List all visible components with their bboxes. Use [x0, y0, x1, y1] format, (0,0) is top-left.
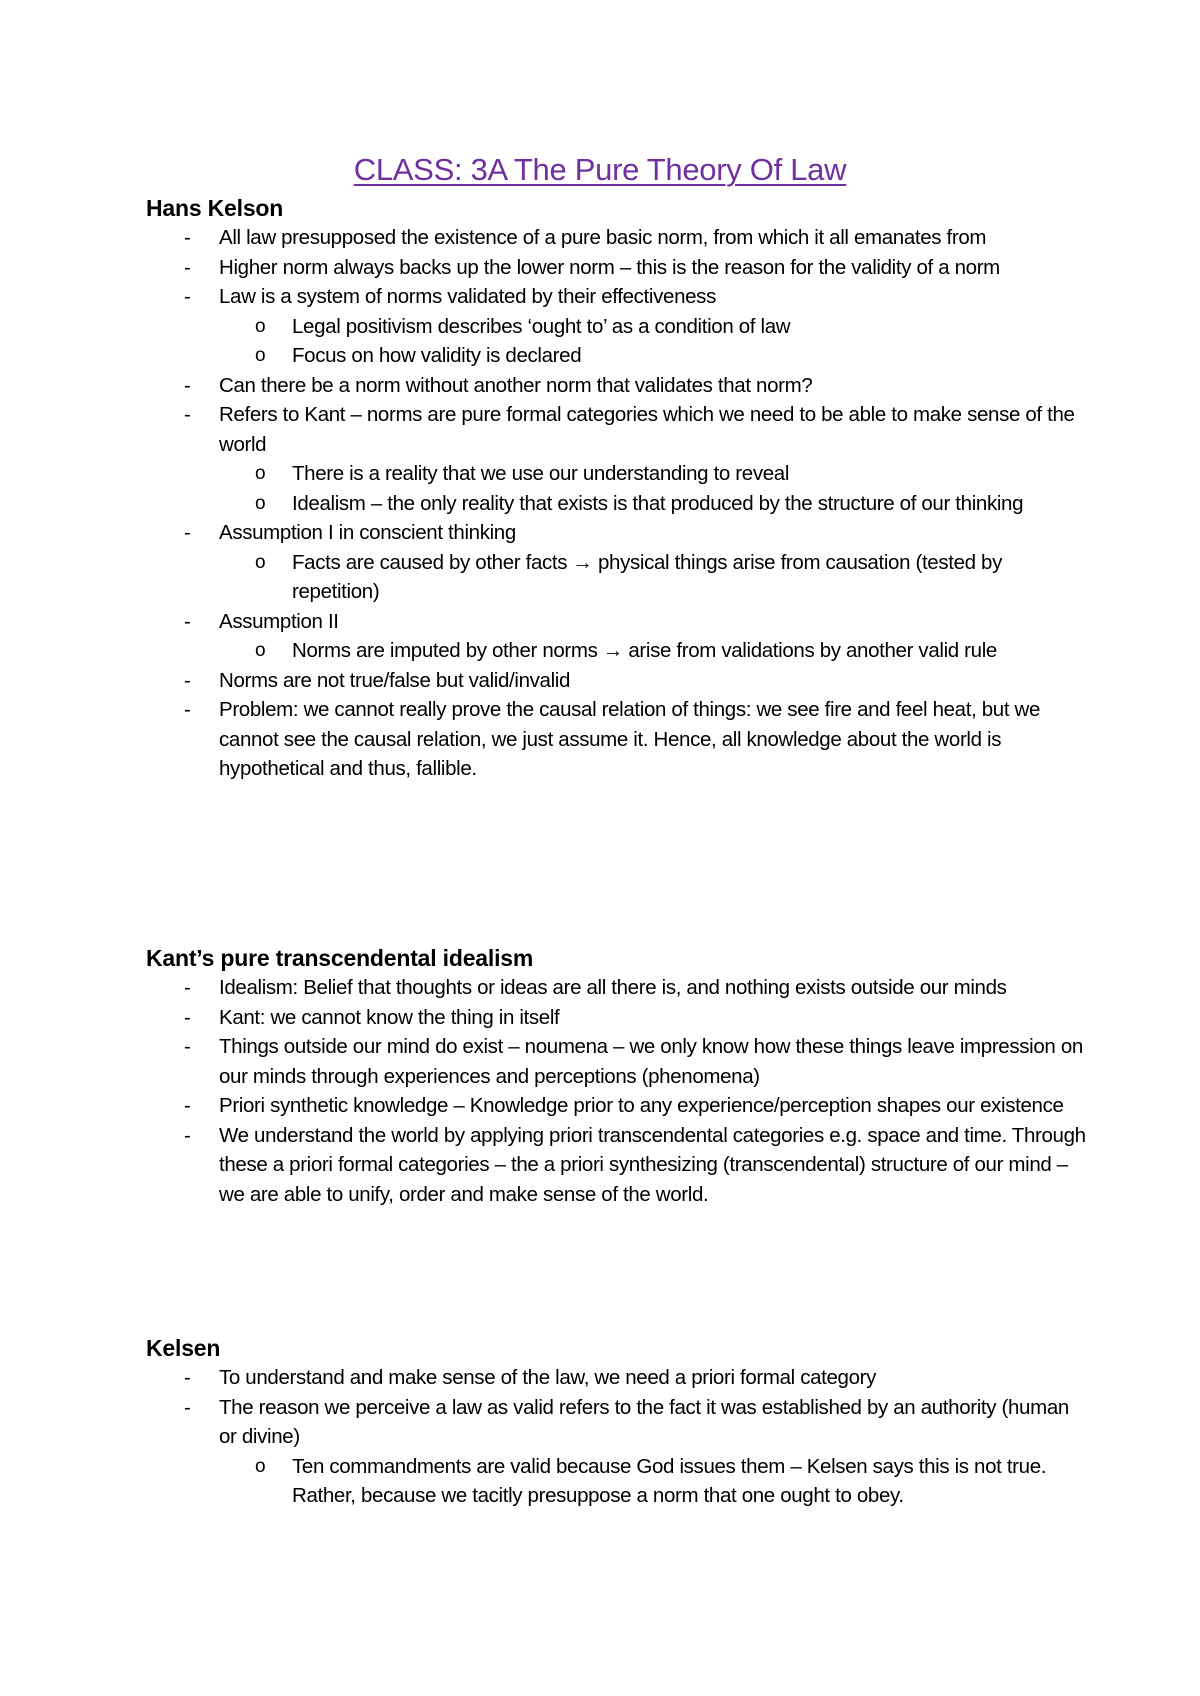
list-item — [146, 253, 1086, 283]
section-heading: Hans Kelson — [146, 195, 284, 221]
sub-list-item-text: Idealism – the only reality that exists is that produced by the structure of our thinking — [292, 491, 1024, 515]
list-item — [146, 400, 1086, 518]
list-item-text: Things outside our mind do exist – noumena – we only know how these things leave impression on our minds through experiences and perceptions (phenomena) — [219, 1035, 1083, 1088]
section-hans-kelson — [146, 193, 1086, 784]
circle-bullet: o — [255, 551, 266, 573]
list-item-text: To understand and make sense of the law, we need a priori formal category — [219, 1366, 877, 1389]
sub-list-item — [219, 312, 1086, 342]
circle-bullet: o — [255, 1455, 266, 1477]
dash-bullet: - — [184, 373, 191, 397]
dash-bullet: - — [184, 609, 191, 633]
circle-bullet: o — [255, 463, 266, 484]
dash-bullet: - — [184, 1366, 191, 1389]
section-heading: Kant’s pure transcendental idealism — [146, 945, 534, 971]
list-item-text: Assumption I in conscient thinking — [219, 521, 516, 544]
dash-bullet: - — [184, 403, 191, 426]
section-heading: Kelsen — [146, 1335, 221, 1361]
list-item — [146, 1121, 1086, 1210]
list-item-text: Priori synthetic knowledge – Knowledge prior to any experience/perception shapes our existence — [219, 1094, 1064, 1117]
list-item-text: Norms are not true/false but valid/invalid — [219, 668, 571, 692]
dash-bullet: - — [184, 1094, 191, 1117]
list-item — [146, 223, 1086, 253]
sub-bullet-list — [219, 312, 1086, 371]
list-item — [146, 1091, 1086, 1121]
sub-list-item — [219, 548, 1086, 607]
list-item — [146, 666, 1086, 696]
dash-bullet: - — [184, 698, 191, 721]
list-item — [146, 1363, 1086, 1393]
list-item — [146, 1393, 1086, 1511]
sub-bullet-list — [219, 636, 1086, 666]
sub-bullet-list — [219, 459, 1086, 518]
list-item-text: All law presupposed the existence of a pure basic norm, from which it all emanates from — [219, 226, 987, 249]
list-item-text: Refers to Kant – norms are pure formal categories which we need to be able to make sense of the world — [219, 403, 1075, 456]
sub-bullet-list — [219, 1452, 1086, 1511]
sub-list-item-text: Facts are caused by other facts → physical things arise from causation (tested by repetition) — [292, 550, 1002, 603]
page-title: CLASS: 3A The Pure Theory Of Law — [353, 152, 847, 187]
list-item-text: Problem: we cannot really prove the causal relation of things: we see fire and feel heat, but we cannot see the causal relation, we just assume it. Hence, all knowledge about the world is hypothetical and thus, fallible. — [219, 698, 1041, 780]
list-item — [146, 973, 1086, 1003]
circle-bullet: o — [255, 315, 266, 337]
sub-list-item — [219, 459, 1086, 489]
sub-list-item-text: There is a reality that we use our understanding to reveal — [292, 462, 790, 485]
list-item — [146, 1032, 1086, 1091]
sub-list-item-text: Legal positivism describes ‘ought to’ as a condition of law — [292, 314, 791, 338]
list-item — [146, 695, 1086, 784]
list-item — [146, 607, 1086, 666]
sub-list-item-text: Ten commandments are valid because God issues them – Kelsen says this is not true. Rather, because we tacitly presuppose a norm that one ought to obey. — [292, 1454, 1047, 1507]
dash-bullet: - — [184, 668, 191, 692]
list-item — [146, 371, 1086, 401]
list-item — [146, 1003, 1086, 1033]
list-item-text: The reason we perceive a law as valid refers to the fact it was established by an authority (human or divine) — [219, 1395, 1069, 1448]
list-item-text: Kant: we cannot know the thing in itself — [219, 1005, 560, 1029]
list-item-text: Law is a system of norms validated by their effectiveness — [219, 285, 716, 308]
bullet-list — [146, 973, 1086, 1209]
list-item-text: We understand the world by applying priori transcendental categories e.g. space and time. Through these a priori formal categories – the a priori synthesizing (transcendental) structure of our mind – we are able to unify, order and make sense of the world. — [219, 1123, 1086, 1206]
bullet-list — [146, 1363, 1086, 1511]
dash-bullet: - — [184, 1005, 191, 1029]
dash-bullet: - — [184, 1395, 191, 1419]
circle-bullet: o — [255, 640, 266, 661]
section-kant-idealism — [146, 943, 1086, 1209]
dash-bullet: - — [184, 255, 191, 279]
sub-list-item-text: Focus on how validity is declared — [292, 344, 582, 367]
sub-list-item — [219, 636, 1086, 666]
list-item-text: Idealism: Belief that thoughts or ideas are all there is, and nothing exists outside our minds — [219, 976, 1007, 999]
list-item-text: Higher norm always backs up the lower norm – this is the reason for the validity of a norm — [219, 255, 1000, 279]
dash-bullet: - — [184, 226, 191, 249]
dash-bullet: - — [184, 521, 191, 544]
list-item-text: Can there be a norm without another norm that validates that norm? — [219, 373, 813, 397]
dash-bullet: - — [184, 285, 191, 308]
list-item — [146, 282, 1086, 371]
section-kelsen — [146, 1333, 1086, 1511]
dash-bullet: - — [184, 1123, 191, 1147]
dash-bullet: - — [184, 976, 191, 999]
bullet-list — [146, 223, 1086, 784]
sub-list-item — [219, 341, 1086, 371]
dash-bullet: - — [184, 1035, 191, 1058]
sub-bullet-list — [219, 548, 1086, 607]
circle-bullet: o — [255, 345, 266, 366]
sub-list-item-text: Norms are imputed by other norms → arise from validations by another valid rule — [292, 639, 997, 662]
list-item — [146, 518, 1086, 607]
sub-list-item — [219, 489, 1086, 519]
list-item-text: Assumption II — [219, 609, 339, 633]
sub-list-item — [219, 1452, 1086, 1511]
circle-bullet: o — [255, 492, 266, 514]
